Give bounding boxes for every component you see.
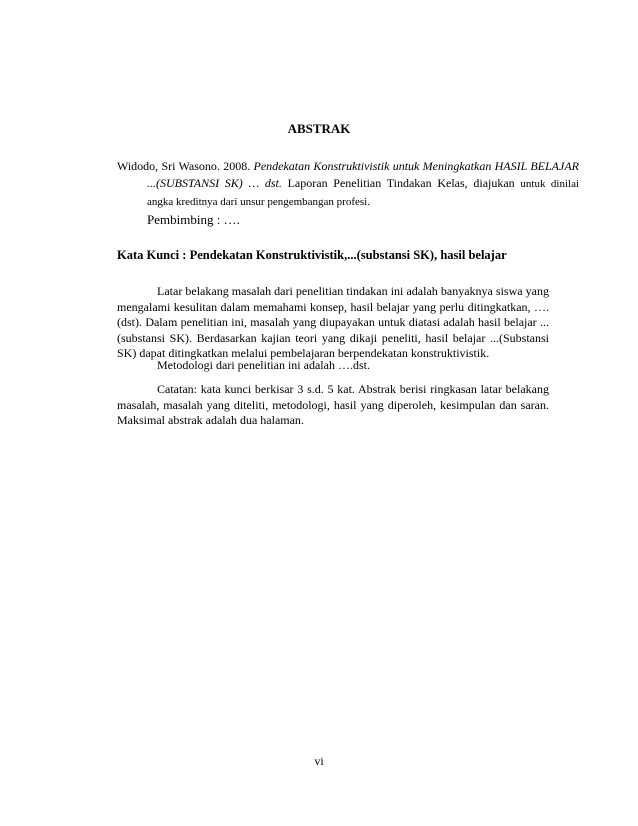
citation-supervisor: Pembimbing : …. — [147, 212, 240, 227]
background-paragraph — [117, 284, 549, 362]
citation-title: Pendekatan Konstruktivistik untuk Meningkatkan HASIL BELAJAR ...(SUBSTANSI SK) … dst. — [147, 159, 579, 190]
background-text: Latar belakang masalah dari penelitian tindakan ini adalah banyaknya siswa yang mengalami kesulitan dalam memahami konsep, hasil belajar yang perlu ditingkatkan, ….(dst). Dalam penelitian ini, masalah yang diupayakan untuk diatasi adalah hasil belajar ...(substansi SK). Berdasarkan kajian teori yang dikaji peneliti, hasil belajar ...(Substansi SK) dapat ditingkatkan melalui pembelajaran berpendekatan konstruktivistik. — [117, 284, 549, 360]
method-paragraph — [117, 358, 549, 374]
citation-author-year: Widodo, Sri Wasono. 2008. — [117, 159, 251, 173]
note-text: Catatan: kata kunci berkisar 3 s.d. 5 kat. Abstrak berisi ringkasan latar belakang masalah, masalah yang diteliti, metodologi, hasil yang diperoleh, kesimpulan dan saran. Maksimal abstrak adalah dua halaman. — [117, 382, 549, 427]
citation-purpose: untuk dinilai angka kreditnya dari unsur pengembangan profesi. — [147, 178, 580, 208]
citation — [117, 158, 579, 229]
method-text: Metodologi dari penelitian ini adalah ….dst. — [157, 358, 370, 372]
citation-report-type: Laporan Penelitian Tindakan Kelas, diajukan — [287, 176, 515, 190]
keywords: Kata Kunci : Pendekatan Konstruktivistik,...(substansi SK), hasil belajar — [117, 248, 507, 262]
page-title: ABSTRAK — [287, 121, 351, 136]
note-paragraph — [117, 382, 549, 429]
page-number: vi — [314, 754, 324, 768]
